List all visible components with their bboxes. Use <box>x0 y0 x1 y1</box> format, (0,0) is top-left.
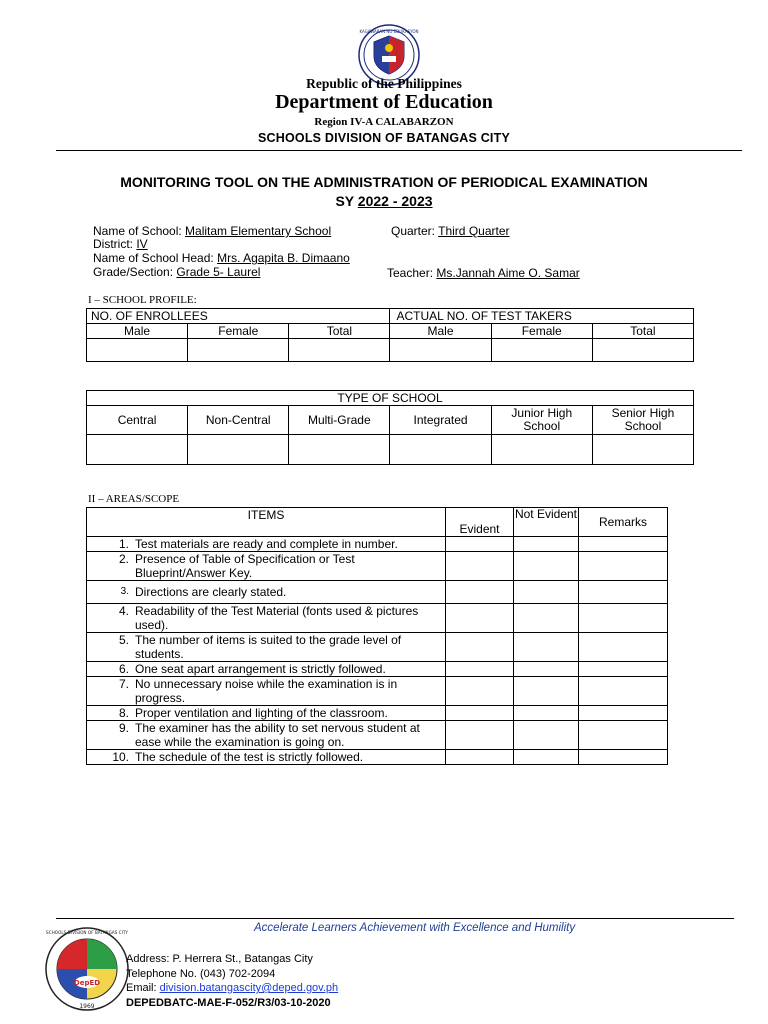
item-number: 7. <box>118 677 129 691</box>
not-evident-cell[interactable] <box>514 677 579 706</box>
address: Address: P. Herrera St., Batangas City <box>126 953 313 965</box>
evident-cell[interactable] <box>446 706 514 721</box>
item-text: No unnecessary noise while the examination is in progress. <box>135 677 398 705</box>
col-evident: Evident <box>446 508 514 537</box>
region-text: Region IV-A CALABARZON <box>314 116 454 128</box>
type-of-school-header: TYPE OF SCHOOL <box>87 391 694 406</box>
input-cell[interactable] <box>390 339 491 362</box>
evident-cell[interactable] <box>446 604 514 633</box>
remarks-cell[interactable] <box>579 721 668 750</box>
col-central: Central <box>87 406 188 435</box>
item-text: Test materials are ready and complete in number. <box>135 537 398 551</box>
table-row <box>87 552 668 581</box>
not-evident-cell[interactable] <box>514 581 579 604</box>
areas-scope-label: II – AREAS/SCOPE <box>88 493 180 505</box>
item-number: 10. <box>112 750 129 764</box>
remarks-cell[interactable] <box>579 750 668 765</box>
not-evident-cell[interactable] <box>514 662 579 677</box>
item-text: One seat apart arrangement is strictly followed. <box>135 662 386 676</box>
evident-cell[interactable] <box>446 721 514 750</box>
input-cell[interactable] <box>390 435 491 465</box>
remarks-cell[interactable] <box>579 706 668 721</box>
head-label: Name of School Head: <box>93 251 218 265</box>
item-text: The schedule of the test is strictly followed. <box>135 750 364 764</box>
item-cell <box>87 662 446 677</box>
division-text: SCHOOLS DIVISION OF BATANGAS CITY <box>258 131 510 145</box>
table-row <box>87 750 668 765</box>
teacher-value: Ms.Jannah Aime O. Samar <box>436 266 580 280</box>
input-cell[interactable] <box>592 435 693 465</box>
item-cell <box>87 552 446 581</box>
input-cell[interactable] <box>87 435 188 465</box>
areas-table <box>86 507 668 765</box>
item-number: 5. <box>118 633 129 647</box>
not-evident-cell[interactable] <box>514 604 579 633</box>
not-evident-cell[interactable] <box>514 706 579 721</box>
col-not-evident: Not Evident <box>514 508 579 537</box>
input-cell[interactable] <box>188 339 289 362</box>
head-value: Mrs. Agapita B. Dimaano <box>217 251 350 265</box>
type-of-school-table <box>86 390 694 465</box>
table-row <box>87 633 668 662</box>
col-female: Female <box>491 324 592 339</box>
item-cell <box>87 721 446 750</box>
school-name-line <box>93 224 331 238</box>
col-male: Male <box>87 324 188 339</box>
col-items: ITEMS <box>87 508 446 537</box>
enrollees-table <box>86 308 694 362</box>
table-row <box>87 581 668 604</box>
quarter-label: Quarter: <box>391 224 439 238</box>
item-cell <box>87 581 446 604</box>
remarks-cell[interactable] <box>579 604 668 633</box>
school-year <box>0 193 768 209</box>
email-line <box>126 982 338 994</box>
school-head-line <box>93 251 350 265</box>
input-cell[interactable] <box>87 339 188 362</box>
sy-value: 2022 - 2023 <box>357 193 433 209</box>
table-row <box>87 677 668 706</box>
table-row <box>87 604 668 633</box>
item-text: Directions are clearly stated. <box>135 585 287 599</box>
seal-year: 1969 <box>79 1003 95 1010</box>
school-profile-label: I – SCHOOL PROFILE: <box>88 294 197 306</box>
telephone: Telephone No. (043) 702-2094 <box>126 968 276 980</box>
document-title: MONITORING TOOL ON THE ADMINISTRATION OF PERIODICAL EXAMINATION <box>120 174 648 190</box>
evident-cell[interactable] <box>446 662 514 677</box>
item-text: Presence of Table of Specification or Test Blueprint/Answer Key. <box>135 552 355 580</box>
col-total: Total <box>592 324 693 339</box>
input-cell[interactable] <box>188 435 289 465</box>
school-value: Malitam Elementary School <box>185 224 332 238</box>
department-title: Department of Education <box>275 91 493 113</box>
not-evident-cell[interactable] <box>514 552 579 581</box>
enrollees-header: NO. OF ENROLLEES <box>87 309 390 324</box>
district-label: District: <box>93 237 137 251</box>
item-cell <box>87 706 446 721</box>
col-multi-grade: Multi-Grade <box>289 406 390 435</box>
teacher-line <box>387 266 580 280</box>
not-evident-cell[interactable] <box>514 537 579 552</box>
district-value: IV <box>136 237 148 251</box>
evident-cell[interactable] <box>446 677 514 706</box>
seal-text: KAGAWARAN NG EDUKASYON <box>359 29 419 34</box>
table-row <box>87 706 668 721</box>
item-text: Proper ventilation and lighting of the classroom. <box>135 706 388 720</box>
input-cell[interactable] <box>491 339 592 362</box>
item-text: Readability of the Test Material (fonts used & pictures used). <box>135 604 419 632</box>
col-remarks: Remarks <box>579 508 668 537</box>
email-link[interactable]: division.batangascity@deped.gov.ph <box>159 982 339 994</box>
seal-brand: DepED <box>73 979 101 987</box>
item-number: 8. <box>118 706 129 720</box>
item-cell <box>87 537 446 552</box>
remarks-cell[interactable] <box>579 633 668 662</box>
evident-cell[interactable] <box>446 633 514 662</box>
col-male: Male <box>390 324 491 339</box>
evident-cell[interactable] <box>446 581 514 604</box>
quarter-line <box>391 224 510 238</box>
email-label: Email: <box>126 982 160 994</box>
item-number: 2. <box>118 552 129 566</box>
remarks-cell[interactable] <box>579 581 668 604</box>
remarks-cell[interactable] <box>579 677 668 706</box>
item-text: The number of items is suited to the grade level of students. <box>135 633 402 661</box>
remarks-cell[interactable] <box>579 552 668 581</box>
col-total: Total <box>289 324 390 339</box>
item-number: 1. <box>118 537 129 551</box>
col-female: Female <box>188 324 289 339</box>
header-divider <box>56 150 742 151</box>
item-cell <box>87 633 446 662</box>
not-evident-cell[interactable] <box>514 633 579 662</box>
quarter-value: Third Quarter <box>438 224 510 238</box>
grade-section-line <box>93 265 260 279</box>
form-code: DEPEDBATC-MAE-F-052/R3/03-10-2020 <box>126 997 331 1009</box>
evident-cell[interactable] <box>446 552 514 581</box>
division-seal-logo <box>44 926 130 1012</box>
takers-header: ACTUAL NO. OF TEST TAKERS <box>390 309 694 324</box>
item-cell <box>87 604 446 633</box>
item-number: 3. <box>120 586 129 597</box>
col-senior-high: Senior High School <box>592 406 693 435</box>
grade-label: Grade/Section: <box>93 265 177 279</box>
item-text: The examiner has the ability to set nervous student at ease while the examination is going on. <box>135 721 420 749</box>
table-row <box>87 537 668 552</box>
input-cell[interactable] <box>592 339 693 362</box>
item-cell <box>87 677 446 706</box>
table-row <box>87 662 668 677</box>
item-cell <box>87 750 446 765</box>
remarks-cell[interactable] <box>579 537 668 552</box>
grade-value: Grade 5- Laurel <box>176 265 261 279</box>
sy-prefix: SY <box>335 193 358 209</box>
item-number: 4. <box>118 604 129 618</box>
input-cell[interactable] <box>289 435 390 465</box>
item-number: 9. <box>118 721 129 735</box>
col-non-central: Non-Central <box>188 406 289 435</box>
evident-cell[interactable] <box>446 750 514 765</box>
motto: Accelerate Learners Achievement with Excellence and Humility <box>254 922 576 934</box>
table-row <box>87 721 668 750</box>
col-integrated: Integrated <box>390 406 491 435</box>
item-number: 6. <box>118 662 129 676</box>
remarks-cell[interactable] <box>579 662 668 677</box>
not-evident-cell[interactable] <box>514 721 579 750</box>
evident-cell[interactable] <box>446 537 514 552</box>
teacher-label: Teacher: <box>387 266 437 280</box>
col-junior-high: Junior High School <box>491 406 592 435</box>
seal-text: SCHOOLS DIVISION OF BATANGAS CITY <box>46 930 128 935</box>
input-cell[interactable] <box>289 339 390 362</box>
district-line <box>93 237 148 251</box>
footer-divider <box>56 918 734 919</box>
input-cell[interactable] <box>491 435 592 465</box>
school-label: Name of School: <box>93 224 186 238</box>
republic-text: Republic of the Philippines <box>306 76 462 91</box>
not-evident-cell[interactable] <box>514 750 579 765</box>
